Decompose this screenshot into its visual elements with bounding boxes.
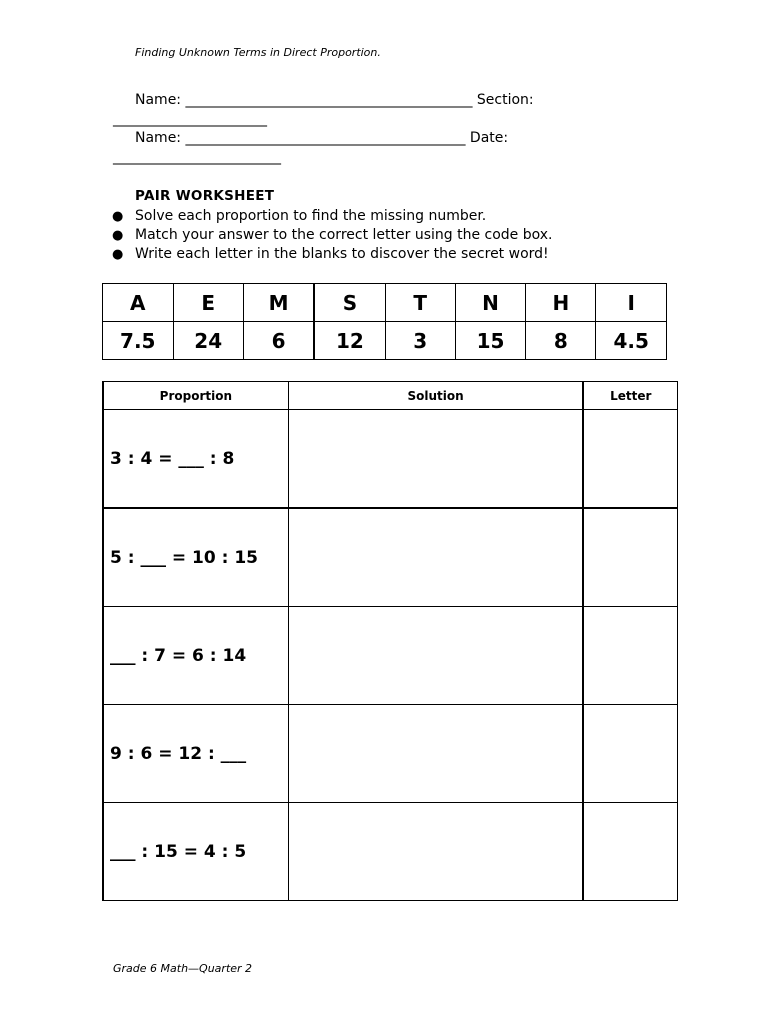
solution-cell[interactable] [288,607,583,705]
table-row [103,803,678,901]
code-letter: S [314,284,385,322]
instructions-list [112,207,552,264]
proportion-cell: 5 : ___ = 10 : 15 [103,508,288,607]
instruction-text: Match your answer to the correct letter using the code box. [135,227,553,243]
section-blank-line: ______________________ [113,111,267,127]
code-letter: T [385,284,455,322]
bullet-icon: ● [112,247,124,262]
bullet-icon: ● [112,209,124,224]
code-value: 24 [173,322,243,360]
table-row [103,508,678,607]
name-section-line: Name: _________________________________________ Section: [135,92,534,108]
page-footer: Grade 6 Math—Quarter 2 [113,962,253,975]
proportion-cell: ___ : 15 = 4 : 5 [103,803,288,901]
letter-cell[interactable] [583,607,677,705]
code-letter: M [243,284,314,322]
code-value: 6 [243,322,314,360]
code-letter: E [173,284,243,322]
instruction-text: Write each letter in the blanks to discover the secret word! [135,246,549,262]
instruction-text: Solve each proportion to find the missing number. [135,208,487,224]
table-row [103,607,678,705]
table-row [103,410,678,509]
instruction-item [112,226,552,245]
bullet-icon: ● [112,228,124,243]
table-header-row [103,382,678,410]
letter-cell[interactable] [583,508,677,607]
solution-cell[interactable] [288,410,583,509]
solution-cell[interactable] [288,803,583,901]
proportion-cell: 9 : 6 = 12 : ___ [103,705,288,803]
code-value: 4.5 [596,322,667,360]
code-letters-row [103,284,667,322]
column-header-letter: Letter [583,382,677,410]
instruction-item [112,245,552,264]
code-values-row [103,322,667,360]
date-blank-line: ________________________ [113,149,281,165]
letter-cell[interactable] [583,705,677,803]
code-value: 3 [385,322,455,360]
column-header-proportion: Proportion [103,382,288,410]
code-value: 8 [526,322,596,360]
table-row [103,705,678,803]
worksheet-subtitle: Finding Unknown Terms in Direct Proportion. [135,46,381,59]
code-letter: A [103,284,174,322]
name-date-line: Name: ________________________________________ Date: [135,130,509,146]
letter-cell[interactable] [583,410,677,509]
instruction-item [112,207,552,226]
letter-cell[interactable] [583,803,677,901]
solution-cell[interactable] [288,508,583,607]
code-value: 15 [455,322,525,360]
proportion-cell: 3 : 4 = ___ : 8 [103,410,288,509]
code-letter: I [596,284,667,322]
code-box [102,283,667,360]
code-value: 7.5 [103,322,174,360]
worksheet-table [102,381,678,901]
solution-cell[interactable] [288,705,583,803]
proportion-cell: ___ : 7 = 6 : 14 [103,607,288,705]
worksheet-heading: PAIR WORKSHEET [135,188,275,204]
code-letter: N [455,284,525,322]
column-header-solution: Solution [288,382,583,410]
code-letter: H [526,284,596,322]
code-value: 12 [314,322,385,360]
